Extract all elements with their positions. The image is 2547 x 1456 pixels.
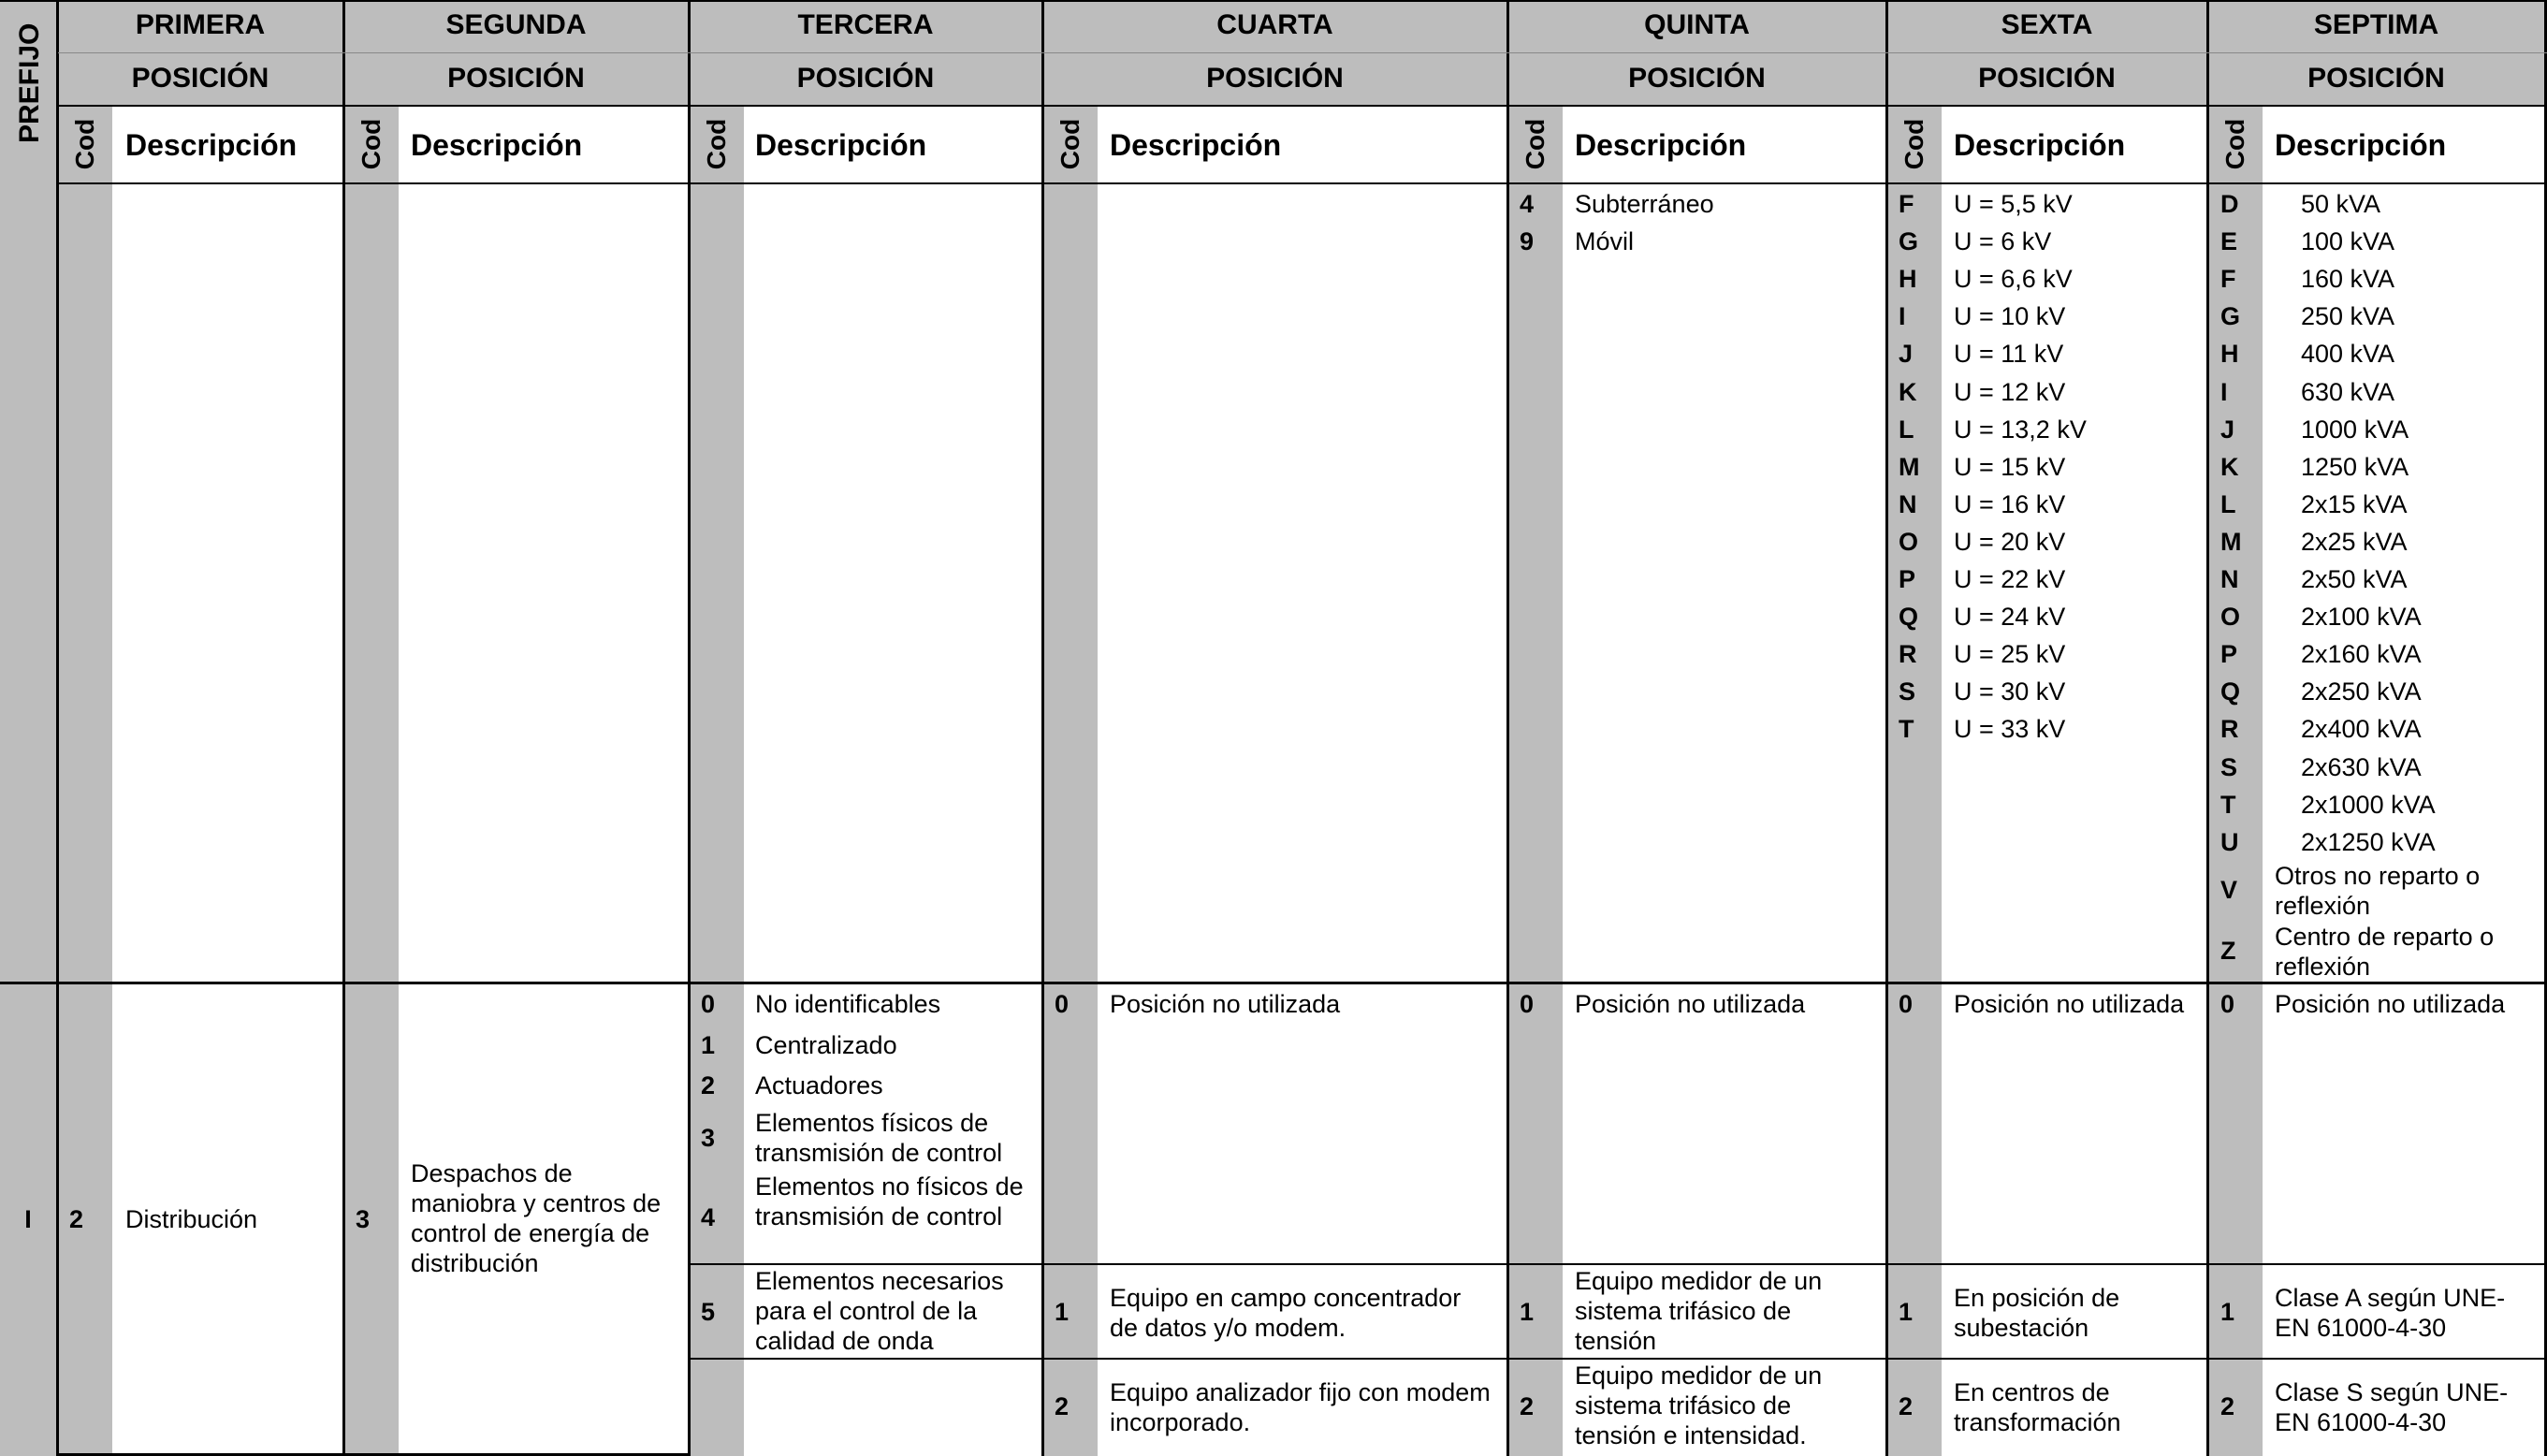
list-item-code: 0 [1520,990,1535,1018]
cod-label-6: Cod [1899,118,1928,170]
list-item-label: U = 5,5 kV [1954,190,2073,218]
cod-col-bg-2 [344,105,399,1456]
desc-label-4: Descripción [1110,128,1282,162]
header-cuarta: CUARTA [1216,9,1333,40]
cod-label-4: Cod [1055,118,1084,170]
list-item-label: 2x400 kVA [2301,715,2422,744]
list-item-label: 400 kVA [2301,340,2395,369]
list-item-label: Actuadores [755,1071,883,1099]
list-item-label: U = 15 kV [1954,452,2066,481]
cod-col-bg-3 [690,105,744,1456]
list-item-label: 2x25 kVA [2301,527,2408,556]
list-item-code: 0 [1055,990,1070,1018]
list-item-code: 0 [1899,990,1914,1018]
list-item-label: Elementos necesarios para el control de la calidad de onda [755,1267,1004,1355]
list-item-label: Elementos no físicos de transmisión de control [755,1172,1024,1230]
grid-line [0,982,2547,984]
list-item-label: U = 10 kV [1954,302,2066,331]
list-item-code: F [1899,190,1914,218]
desc-label-7: Descripción [2275,128,2447,162]
list-item-code: 1 [1520,1298,1535,1326]
list-item-label: U = 22 kV [1954,565,2066,593]
list-item-label: 630 kVA [2301,377,2395,406]
header-quinta-sub: POSICIÓN [1628,63,1766,94]
cod-label-1: Cod [70,118,99,170]
desc-label-6: Descripción [1954,128,2126,162]
cod-col-bg-5 [1508,105,1563,1456]
list-item-label: Posición no utilizada [2275,990,2506,1018]
list-item-code: M [2220,527,2242,556]
header-cuarta-sub: POSICIÓN [1206,63,1344,94]
cod-col-bg-4 [1043,105,1098,1456]
list-item-label: Clase A según UNE-EN 61000-4-30 [2275,1284,2506,1342]
grid-line [342,0,345,1456]
primera-code: 2 [69,1205,84,1233]
header-primera-sub: POSICIÓN [131,63,269,94]
grid-line [58,182,2547,184]
list-item-label: U = 24 kV [1954,603,2066,632]
header-segunda-sub: POSICIÓN [447,63,585,94]
list-item-label: 2x50 kVA [2301,565,2408,593]
list-item-code: 0 [2220,990,2235,1018]
list-item-code: F [2220,265,2236,294]
desc-label-1: Descripción [125,128,298,162]
list-item-code: V [2220,876,2238,904]
list-item-label: Equipo en campo concentrador de datos y/o modem. [1110,1284,1462,1342]
list-item-code: 2 [701,1071,716,1099]
list-item-label: 2x100 kVA [2301,603,2422,632]
list-item-code: Z [2220,937,2236,965]
list-item-code: 2 [1899,1392,1914,1420]
header-sexta-sub: POSICIÓN [1978,63,2116,94]
list-item-label: Equipo medidor de un sistema trifásico de tensión [1575,1267,1823,1355]
header-primera: PRIMERA [135,9,266,40]
cod-col-bg-6 [1887,105,1942,1456]
cod-col-bg-1 [58,105,112,1456]
segunda-label: Despachos de maniobra y centros de control de energía de distribución [411,1159,662,1277]
list-item-label: 1250 kVA [2301,452,2409,481]
header-septima-sub: POSICIÓN [2307,63,2445,94]
grid-line [1506,0,1509,1456]
list-item-code: L [1899,415,1914,444]
segunda-code: 3 [356,1205,371,1233]
list-item-label: U = 12 kV [1954,377,2066,406]
list-item-code: 0 [701,990,716,1018]
list-item-label: 1000 kVA [2301,415,2409,444]
list-item-code: K [1899,377,1917,406]
list-item-code: T [2220,790,2236,819]
cod-label-5: Cod [1521,118,1550,170]
list-item-label: 160 kVA [2301,265,2395,294]
cod-label-2: Cod [357,118,386,170]
list-item-code: U [2220,827,2239,856]
list-item-label: No identificables [755,990,941,1018]
prefix-value: I [24,1205,32,1233]
list-item-label: 2x160 kVA [2301,640,2422,669]
list-item-label: Posición no utilizada [1110,990,1341,1018]
list-item-code: D [2220,190,2239,218]
list-item-code: E [2220,227,2238,256]
list-item-code: 9 [1520,227,1535,255]
list-item-code: 4 [1520,190,1535,218]
desc-label-3: Descripción [755,128,927,162]
list-item-label: U = 13,2 kV [1954,415,2087,444]
prefix-column-bg [0,0,57,1456]
list-item-code: J [1899,340,1914,369]
grid-line [690,1358,2547,1360]
list-item-code: K [2220,452,2239,481]
list-item-label: U = 30 kV [1954,677,2066,706]
list-item-code: 4 [701,1203,716,1231]
list-item-code: P [2220,640,2238,669]
list-item-code: 3 [701,1124,716,1152]
list-item-code: S [1899,677,1916,706]
list-item-code: 5 [701,1298,716,1326]
desc-label-2: Descripción [411,128,583,162]
list-item-label: U = 16 kV [1954,489,2066,518]
list-item-code: J [2220,415,2235,444]
list-item-label: U = 20 kV [1954,527,2066,556]
list-item-code: H [2220,340,2239,369]
grid-line [56,0,59,1456]
list-item-code: 1 [701,1031,716,1059]
list-item-label: Centralizado [755,1031,897,1059]
list-item-code: 1 [1055,1298,1070,1326]
list-item-label: 2x250 kVA [2301,677,2422,706]
list-item-code: 2 [1055,1392,1070,1420]
header-quinta: QUINTA [1644,9,1750,40]
desc-label-5: Descripción [1575,128,1747,162]
list-item-code: I [2220,377,2228,406]
header-tercera-sub: POSICIÓN [796,63,935,94]
list-item-label: 100 kVA [2301,227,2395,256]
list-item-code: T [1899,715,1914,744]
header-segunda: SEGUNDA [445,9,587,40]
list-item-label: 2x1000 kVA [2301,790,2436,819]
list-item-label: 250 kVA [2301,302,2395,331]
list-item-code: I [1899,302,1906,331]
list-item-label: Posición no utilizada [1575,990,1806,1018]
list-item-code: H [1899,265,1917,294]
primera-label: Distribución [125,1205,258,1233]
list-item-code: 1 [2220,1298,2235,1326]
list-item-label: U = 25 kV [1954,640,2066,669]
list-item-label: Móvil [1575,227,1635,255]
header-sexta: SEXTA [2001,9,2093,40]
list-item-code: G [1899,227,1919,256]
list-item-code: Q [1899,603,1919,632]
list-item-label: Clase S según UNE-EN 61000-4-30 [2275,1378,2509,1436]
list-item-code: O [1899,527,1919,556]
cod-label-7: Cod [2220,118,2249,170]
list-item-code: R [1899,640,1917,669]
list-item-label: Equipo medidor de un sistema trifásico de tensión e intensidad. [1575,1361,1823,1449]
list-item-label: 50 kVA [2301,190,2381,218]
list-item-code: 2 [2220,1392,2235,1420]
list-item-code: 2 [1520,1392,1535,1420]
list-item-label: U = 11 kV [1954,340,2064,369]
list-item-label: 2x15 kVA [2301,489,2408,518]
list-item-label: En posición de subestación [1954,1284,2120,1342]
list-item-code: G [2220,302,2241,331]
list-item-label: U = 6 kV [1954,227,2052,256]
list-item-code: P [1899,565,1916,593]
list-item-code: N [2220,565,2239,593]
grid-line [0,0,2547,2]
list-item-code: O [2220,603,2241,632]
list-item-code: L [2220,489,2236,518]
prefix-header: PREFIJO [14,22,45,143]
header-septima: SEPTIMA [2313,9,2439,40]
list-item-code: S [2220,752,2238,781]
grid-line [2206,0,2209,1456]
list-item-label: 2x630 kVA [2301,752,2422,781]
list-item-code: 1 [1899,1298,1914,1326]
grid-line [1041,0,1044,1456]
list-item-code: M [1899,452,1920,481]
grid-line [58,52,2547,53]
list-item-code: N [1899,489,1917,518]
grid-line [58,105,2547,107]
list-item-label: U = 6,6 kV [1954,265,2073,294]
list-item-label: 2x1250 kVA [2301,827,2436,856]
list-item-code: R [2220,715,2239,744]
grid-line [1885,0,1888,1456]
list-item-label: Subterráneo [1575,190,1714,218]
grid-line [690,1263,2547,1265]
list-item-label: Elementos físicos de transmisión de control [755,1109,1003,1167]
list-item-code: Q [2220,677,2241,706]
list-item-label: Equipo analizador fijo con modem incorporado. [1110,1378,1491,1436]
list-item-label: Centro de reparto o reflexión [2275,923,2495,981]
header-tercera: TERCERA [797,9,934,40]
list-item-label: En centros de transformación [1954,1378,2121,1436]
list-item-label: U = 33 kV [1954,715,2066,744]
list-item-label: Posición no utilizada [1954,990,2185,1018]
list-item-label: Otros no reparto o reflexión [2275,862,2481,920]
cod-label-3: Cod [702,118,731,170]
grid-line [688,0,691,1456]
